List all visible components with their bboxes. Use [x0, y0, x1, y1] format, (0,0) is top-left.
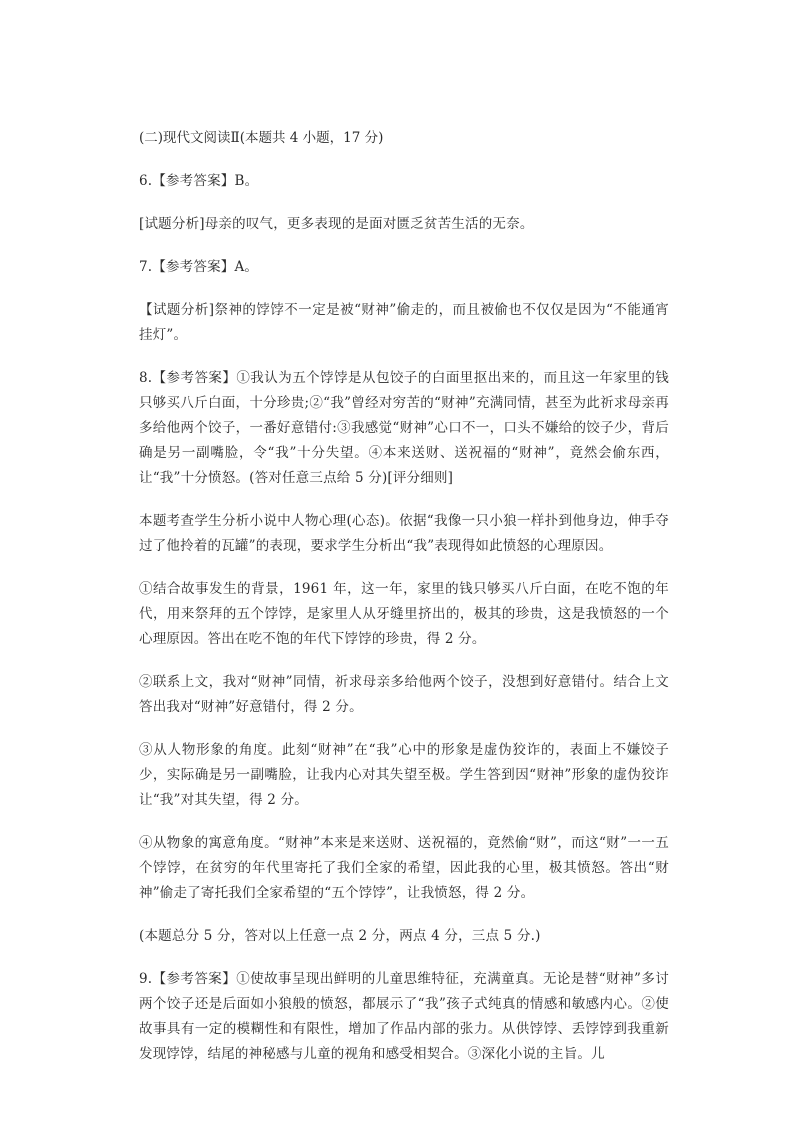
- q7-answer: 7.【参考答案】A。: [139, 259, 259, 275]
- section-title: (二)现代文阅读Ⅱ(本题共 4 小题，17 分): [139, 130, 384, 146]
- document-page: [139, 126, 669, 1083]
- q8-point-4: ④从物象的寓意角度。“财神”本来是来送财、送祝福的，竟然偷“财”，而这“财”一一五个饽饽，在贫穷的年代里寄托了我们全家的希望，因此我的心里，极其愤怒。答出“财神”偷走了寄托我们全家希望的“五个饽饽”，让我愤怒，得 2 分。: [139, 835, 669, 901]
- q6-answer: 6.【参考答案】B。: [139, 173, 259, 189]
- q8-intro: 本题考查学生分析小说中人物心理(心态)。依据“我像一只小狼一样扑到他身边，伸手夺过了他拎着的瓦罐”的表现，要求学生分析出“我”表现得如此愤怒的心理原因。: [139, 513, 669, 554]
- q8-answer: 8.【参考答案】①我认为五个饽饽是从包饺子的白面里抠出来的，而且这一年家里的钱只够买八斤白面，十分珍贵;②“我”曾经对穷苦的“财神”充满同情，甚至为此祈求母亲再多给他两个饺子，一番好意错付:③我感觉“财神”心口不一，口头不嫌给的饺子少，背后确是另一副嘴脸，令“我”十分失望。④本来送财、送祝福的“财神”，竟然会偷东西，让“我”十分愤怒。(答对任意三点给 5 分)[评分细则]: [139, 370, 669, 486]
- q6-analysis: [试题分析]母亲的叹气，更多表现的是面对匮乏贫苦生活的无奈。: [139, 216, 534, 232]
- q8-total: (本题总分 5 分，答对以上任意一点 2 分，两点 4 分，三点 5 分.): [139, 928, 541, 944]
- q8-point-1: ①结合故事发生的背景，1961 年，这一年，家里的钱只够买八斤白面，在吃不饱的年代，用来祭拜的五个饽饽，是家里人从牙缝里挤出的，极其的珍贵，这是我愤怒的一个心理原因。答出在吃不饱的年代下饽饽的珍贵，得 2 分。: [139, 581, 669, 647]
- q7-analysis: 【试题分析]祭神的饽饽不一定是被“财神”偷走的，而且被偷也不仅仅是因为“不能通宵挂灯”。: [139, 302, 669, 343]
- q9-answer: 9.【参考答案】①使故事呈现出鲜明的儿童思维特征，充满童真。无论是替“财神”多讨两个饺子还是后面如小狼般的愤怒，都展示了“我”孩子式纯真的情感和敏感内心。②使故事具有一定的模糊性和有限性，增加了作品内部的张力。从供饽饽、丢饽饽到我重新发现饽饽，结尾的神秘感与儿童的视角和感受相契合。③深化小说的主旨。儿: [139, 971, 669, 1062]
- q8-point-3: ③从人物形象的角度。此刻“财神”在“我”心中的形象是虚伪狡诈的，表面上不嫌饺子少，实际确是另一副嘴脸，让我内心对其失望至极。学生答到因“财神”形象的虚伪狡诈让“我”对其失望，得 2 分。: [139, 742, 669, 808]
- q8-point-2: ②联系上文，我对“财神”同情，祈求母亲多给他两个饺子，没想到好意错付。结合上文答出我对“财神”好意错付，得 2 分。: [139, 674, 669, 715]
